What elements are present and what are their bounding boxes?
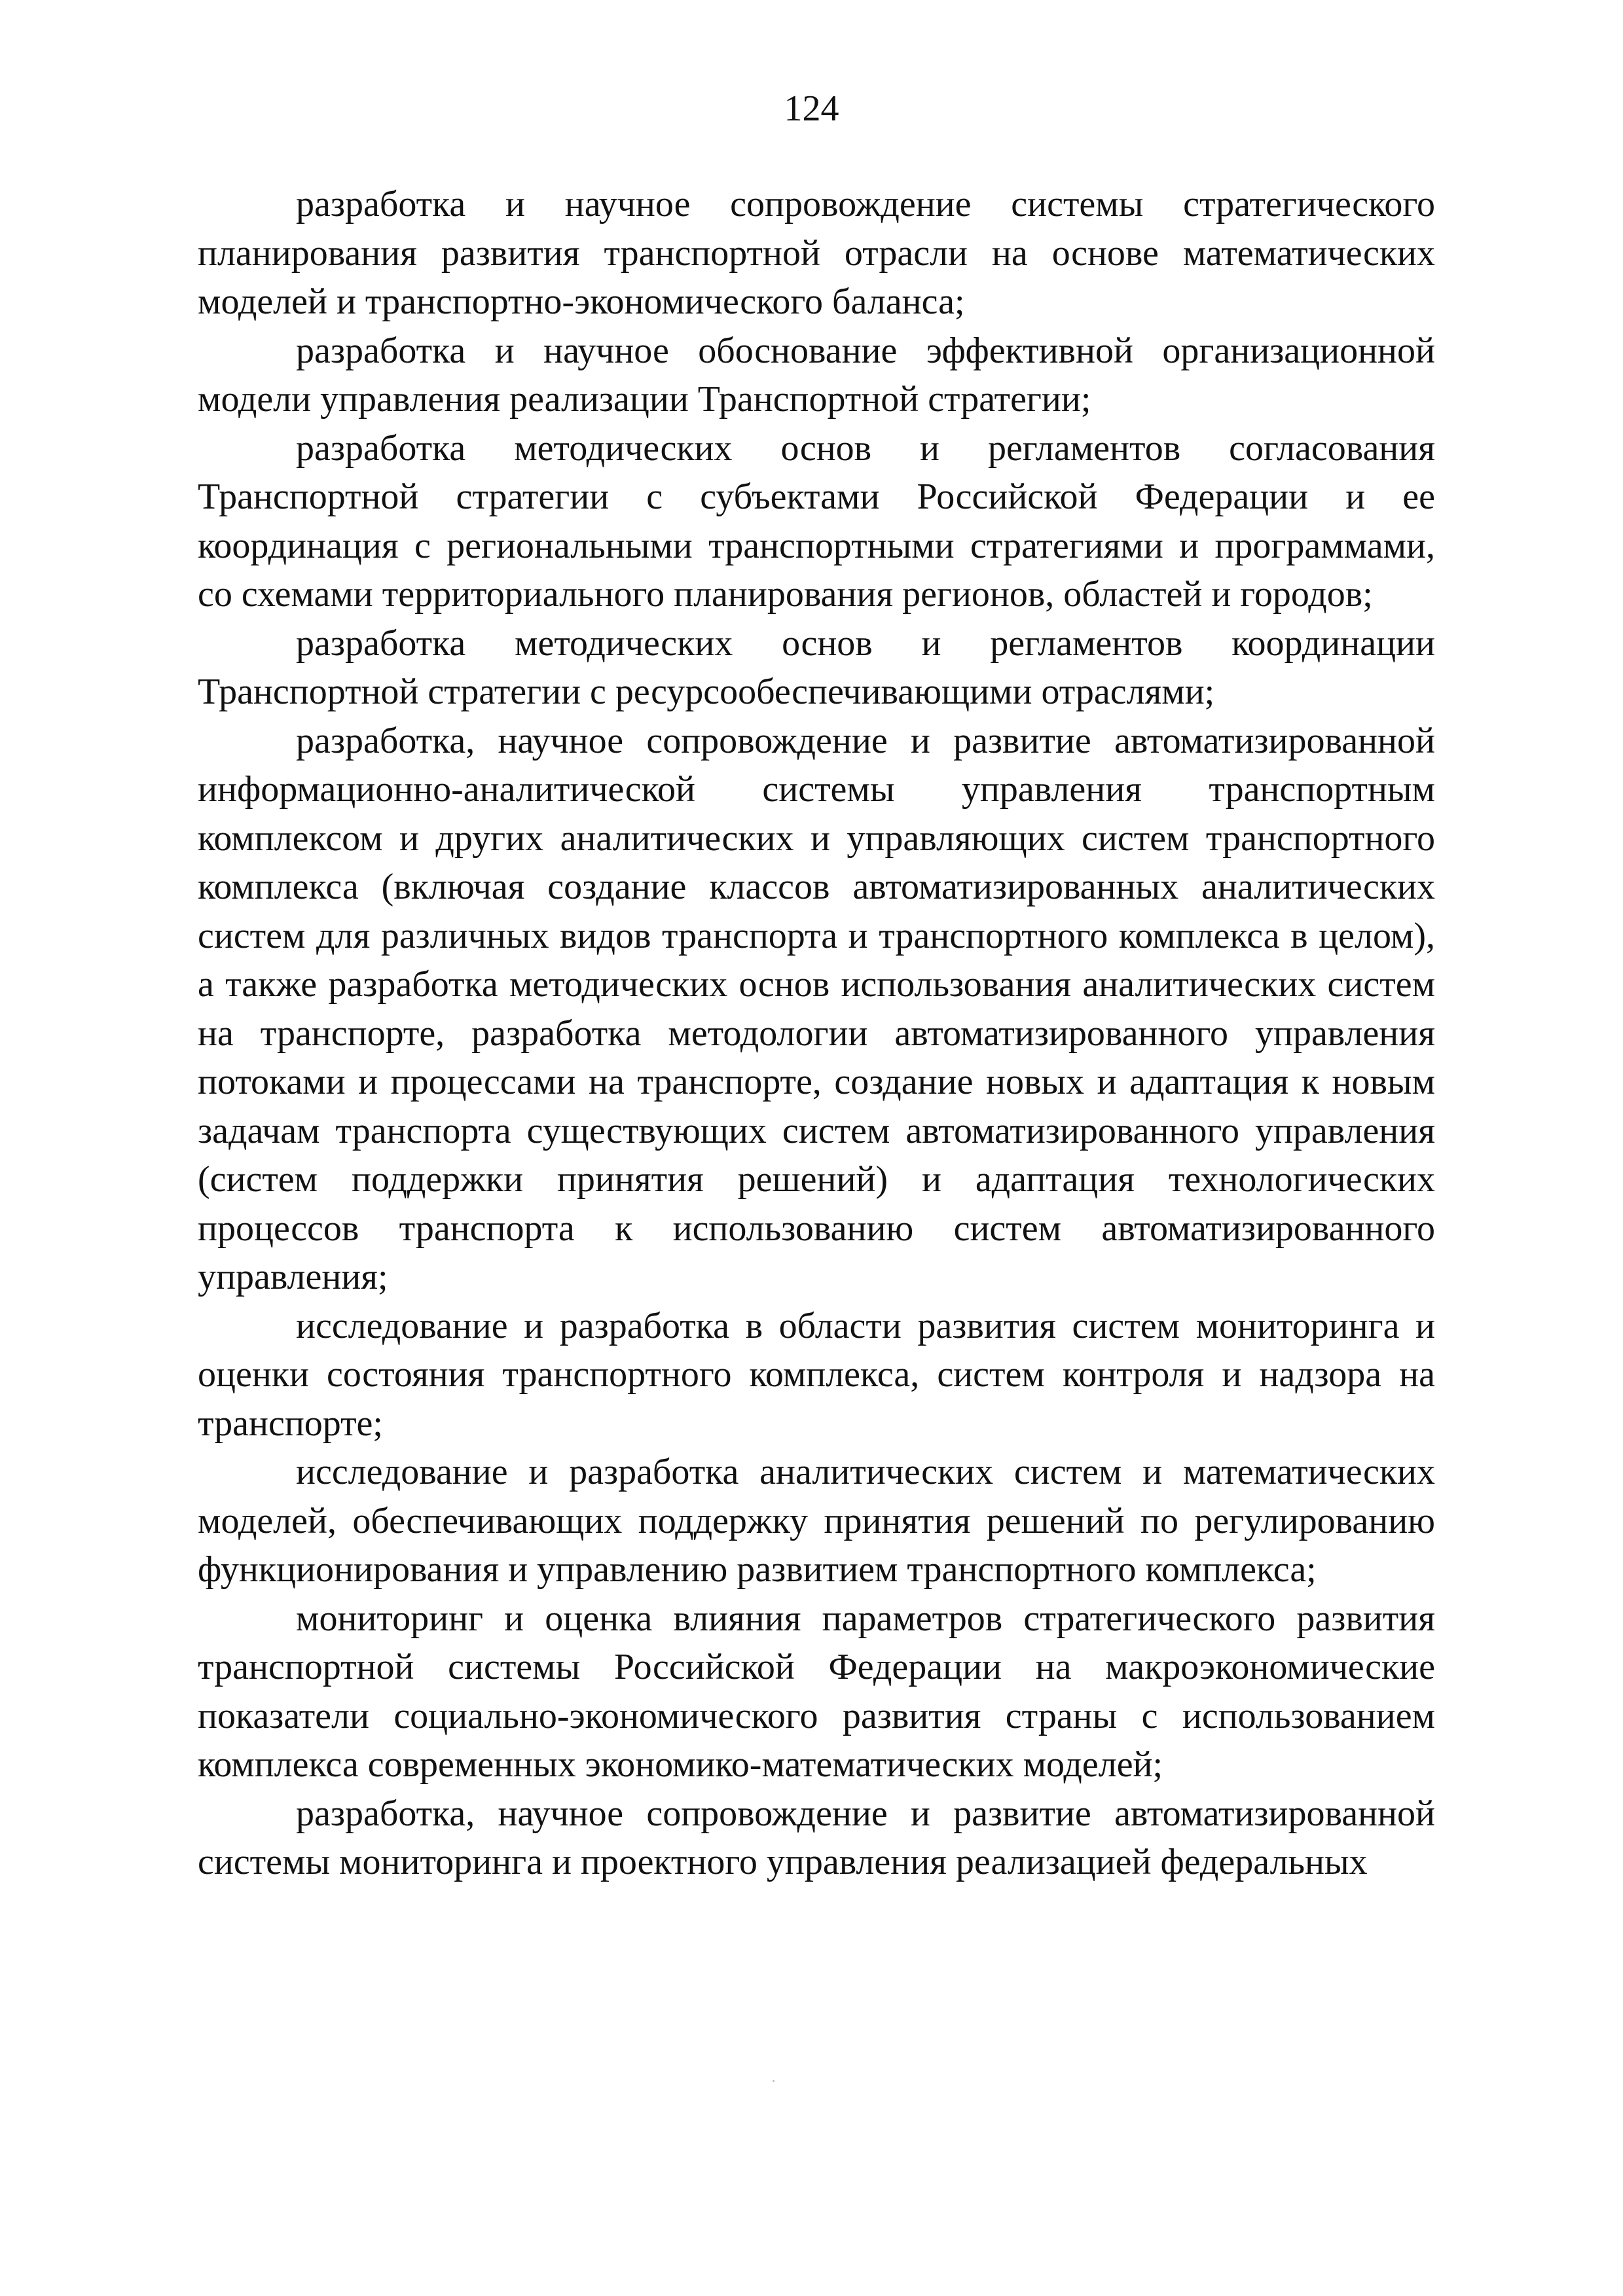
paragraph-automated-systems: разработка, научное сопровождение и развитие автоматизированной информационно-аналитической системы управления транспортным комплексом и других аналитических и управляющих систем транспортного комплекса (включая создание классов автоматизированных аналитических систем для различных видов транспорта и транспортного комплекса в целом), а также разработка методических основ использования аналитических систем на транспорте, разработка методологии автоматизированного управления потоками и процессами на транспорте, создание новых и адаптация к новым задачам транспорта существующих систем автоматизированного управления (систем поддержки принятия решений) и адаптация технологических процессов транспорта к использованию систем автоматизированного управления; <box>198 720 1435 1297</box>
document-body <box>198 180 1435 1887</box>
paragraph-project-management: разработка, научное сопровождение и развитие автоматизированной системы мониторинга и проектного управления реализацией федеральных <box>198 1793 1435 1882</box>
paragraph-organizational-model: разработка и научное обоснование эффективной организационной модели управления реализации Транспортной стратегии; <box>198 330 1435 420</box>
scan-speck <box>773 2080 775 2082</box>
paragraph-resource-industries: разработка методических основ и регламентов координации Транспортной стратегии с ресурсообеспечивающими отраслями; <box>198 622 1435 712</box>
paragraph-strategic-planning: разработка и научное сопровождение системы стратегического планирования развития транспортной отрасли на основе математических моделей и транспортно-экономического баланса; <box>198 184 1435 322</box>
paragraph-decision-support: исследование и разработка аналитических систем и математических моделей, обеспечивающих поддержку принятия решений по регулированию функционирования и управлению развитием транспортного комплекса; <box>198 1452 1435 1590</box>
page-number: 124 <box>784 88 839 129</box>
paragraph-monitoring-systems: исследование и разработка в области развития систем мониторинга и оценки состояния транспортного комплекса, систем контроля и надзора на транспорте; <box>198 1305 1435 1444</box>
paragraph-macroeconomic-impact: мониторинг и оценка влияния параметров стратегического развития транспортной системы Российской Федерации на макроэкономические показатели социально-экономического развития страны с использованием комплекса современных экономико-математических моделей; <box>198 1598 1435 1785</box>
paragraph-coordination-regions: разработка методических основ и регламентов согласования Транспортной стратегии с субъектами Российской Федерации и ее координация с региональными транспортными стратегиями и программами, со схемами территориального планирования регионов, областей и городов; <box>198 427 1435 615</box>
